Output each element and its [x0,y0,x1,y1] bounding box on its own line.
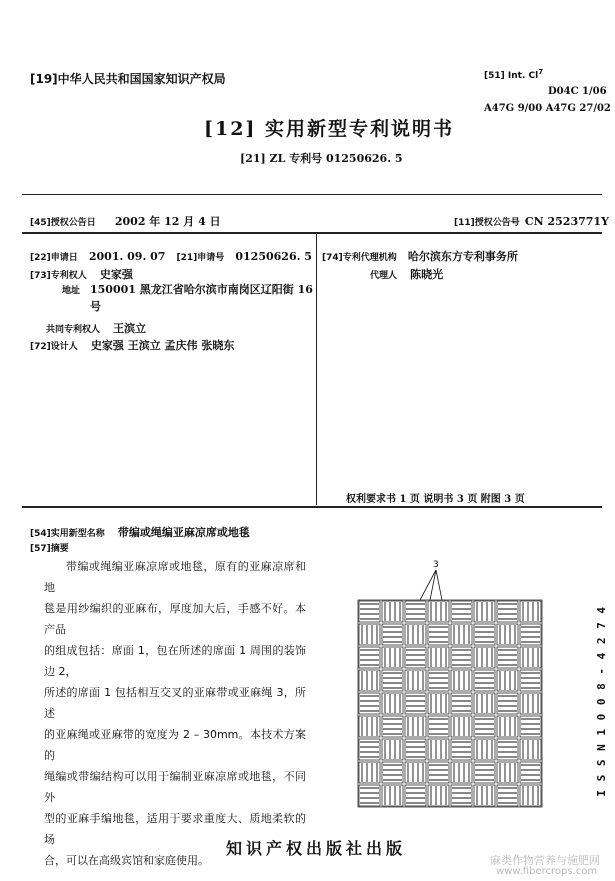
announce-date: 2002 年 12 月 4 日 [114,215,221,228]
agent: 陈晓光 [410,268,444,281]
utility-name-row [30,521,250,540]
callout-leaders [420,570,442,600]
intcl-edition: 7 [538,68,544,76]
abstract-line: 型的亚麻手编地毯，适用于要求重度大、质地柔软的场 [44,812,306,846]
abstract-line: 合，可以在高级宾馆和家庭使用。 [44,854,209,867]
page-counts: 权利要求书 1 页 说明书 3 页 附图 3 页 [346,494,525,505]
coholder: 王滨立 [113,322,147,335]
column-divider [316,233,317,505]
holder-row [30,263,133,282]
rule-dates [22,232,602,234]
intcl-code-2: A47G 9/00 A47G 27/02 [484,103,611,114]
document-title: [12] 实用新型专利说明书 [204,118,455,140]
address-label: 地址 [62,286,81,296]
abstract-label: [57]摘要 [30,544,69,554]
announce-date-label: [45]授权公告日 [30,218,96,228]
utility-name-label: [54]实用新型名称 [30,529,105,539]
issn-number: I S S N 1 0 0 8 - 4 2 7 4 [595,606,608,797]
watermark-title: 麻类作物营养与施肥网 [490,854,600,867]
abstract-line: 所述的席面 1 包括相互交叉的亚麻带或亚麻绳 3，所述 [44,686,306,720]
filing-row [30,245,312,264]
agency-label: [74]专利代理机构 [322,253,397,263]
figure-callout-number: 3 [433,560,439,570]
intcl-code-1: D04C 1/06 [548,86,607,97]
woven-mat-figure [350,560,550,816]
designers: 史家强 王滨立 孟庆伟 张晓东 [90,339,235,352]
holder: 史家强 [99,268,133,281]
rule-biblio [22,506,602,508]
announce-no-label: [11]授权公告号 [454,218,520,228]
announce-no: CN 2523771Y [524,215,609,228]
intcl-label [484,68,543,81]
office-name: [19]中华人民共和国国家知识产权局 [30,72,226,86]
announce-no-row [454,210,609,229]
weave-pattern [358,600,542,807]
watermark-url: www.fibercrops.com [496,866,598,877]
app-no-label: [21]申请号 [176,253,225,263]
address-line-1: 150001 黑龙江省哈尔滨市南岗区辽阳街 16 [90,283,313,296]
abstract-text [44,556,306,871]
rule-top [22,194,602,195]
filing-date: 2001. 09. 07 [88,250,166,263]
abstract-line: 的亚麻绳或亚麻带的宽度为 2 – 30mm。本技术方案的 [44,728,306,762]
utility-name: 带编或绳编亚麻凉席或地毯 [117,526,250,539]
address-line-2: 号 [90,300,101,313]
agent-row [370,263,443,282]
holder-label: [73]专利权人 [30,271,87,281]
publisher: 知识产权出版社出版 [226,839,407,858]
app-no: 01250626. 5 [235,250,312,263]
announce-date-row [30,210,221,229]
designer-label: [72]设计人 [30,342,78,352]
abstract-line: 毯是用纱编织的亚麻布，厚度加大后，手感不好。本产品 [44,602,306,636]
agent-label: 代理人 [370,271,398,281]
coholder-label: 共同专利权人 [46,325,101,335]
abstract-line: 的组成包括：席面 1，包在所述的席面 1 周围的装饰边 2， [44,644,306,678]
filing-date-label: [22]申请日 [30,253,78,263]
patent-number: [21] ZL 专利号 01250626. 5 [240,152,403,165]
abstract-line: 绳编或带编结构可以用于编制亚麻凉席或地毯，不同外 [44,770,306,804]
agency: 哈尔滨东方专利事务所 [407,250,518,263]
abstract-line: 带编或绳编亚麻凉席或地毯，原有的亚麻凉席和地 [44,560,306,594]
intcl-label-text: [51] Int. Cl [484,71,539,81]
agency-row [322,245,518,264]
designer-row [30,334,234,353]
